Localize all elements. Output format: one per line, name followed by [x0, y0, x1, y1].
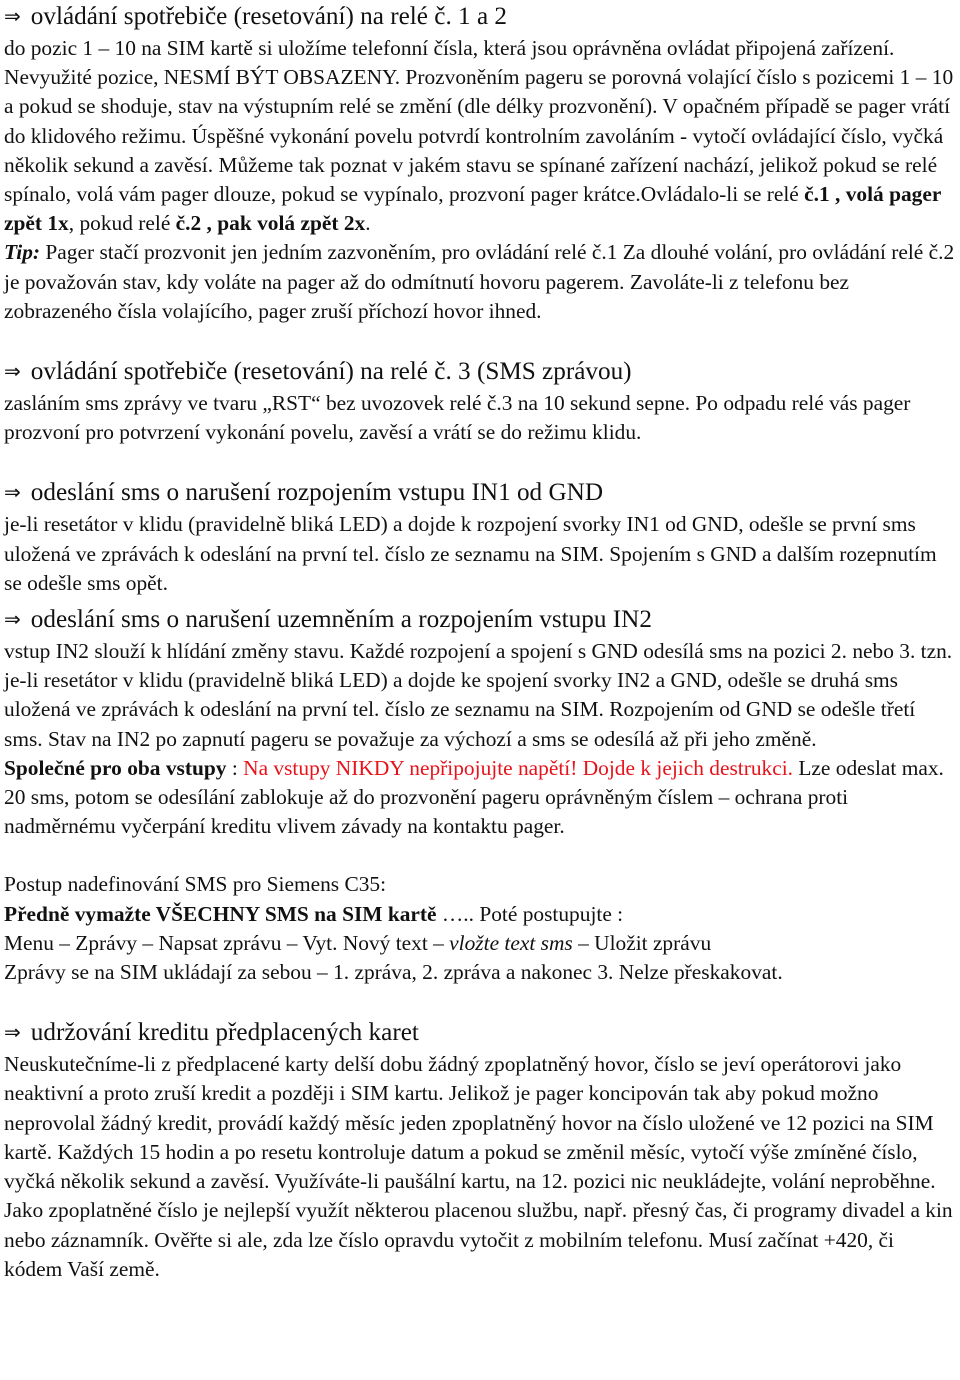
bold-run: Předně vymažte VŠECHNY SMS na SIM kartě: [4, 901, 437, 926]
paragraph-tip: [4, 238, 956, 326]
paragraph-in1: je-li resetátor v klidu (pravidelně bliká LED) a dojde k rozpojení svorky IN1 od GND, odešle se první sms uložená ve zprávách k odeslání na první tel. číslo ze seznamu na SIM. Spojením s GND a dalším rozepnutím se odešle sms opět.: [4, 512, 937, 595]
arrow-icon: ⇒: [4, 1020, 21, 1045]
section-heading-credit: [4, 1016, 956, 1050]
heading-text: udržování kreditu předplacených karet: [30, 1019, 419, 1047]
paragraph-in2: vstup IN2 slouží k hlídání změny stavu. Každé rozpojení a spojení s GND odesílá sms na pozici 2. nebo 3. tzn. je-li resetátor v klidu (pravidelně bliká LED) a dojde ke spojení svorky IN2 a GND, odešle se druhá sms uložená ve zprávách k odeslání na první tel. číslo ze seznamu na SIM. Rozpojením od GND se odešle třetí sms. Stav na IN2 po zapnutí pageru se považuje za výchozí a sms se odesílá až při jeho změně.: [4, 639, 953, 751]
text-run: do pozic 1 – 10 na SIM kartě si uložíme telefonní čísla, která jsou oprávněna ovládat připojená zařízení. Nevyužité pozice, NESMÍ BÝT OBSAZENY. Prozvoněním pageru se porovná volající číslo s pozicemi 1 – 10 a pokud se shoduje, stav na výstupním relé se změní (dle délky prozvonění). V opačném případě se pager vrátí do klidového režimu. Úspěšné vykonání povelu potvrdí kontrolním zavoláním - vytočí ovládající číslo, vyčká několik sekund a zavěsí. Můžeme tak poznat v jakém stavu se spínané zařízení nachází, jelikož pokud se relé spínalo, volá vám pager dlouze, pokud se vypínalo, prozvoní pager krátce.Ovládalo-li se relé: [4, 36, 954, 207]
bold-run: č.2 , pak volá zpět 2x: [175, 211, 366, 236]
text-run: Menu – Zprávy – Napsat zprávu – Vyt. Nový text –: [4, 930, 450, 955]
common-label: Společné pro oba vstupy: [4, 755, 227, 780]
arrow-icon: ⇒: [4, 4, 21, 28]
section-heading-in1: [4, 476, 956, 510]
heading-text: ovládání spotřebiče (resetování) na relé č. 3 (SMS zprávou): [30, 358, 632, 386]
section-heading-in2: [4, 603, 956, 637]
section-heading-relay-3: [4, 355, 956, 389]
sms-setup-order: Zprávy se na SIM ukládají za sebou – 1. zpráva, 2. zpráva a nakonec 3. Nelze přeskakovat.: [4, 960, 783, 985]
bold-run: č.1 , volá pager zpět 1x: [4, 182, 941, 236]
arrow-icon: ⇒: [4, 607, 21, 632]
italic-run: vložte text sms: [449, 930, 573, 955]
text-run: :: [226, 755, 244, 780]
sms-setup-menu-path: [4, 929, 956, 958]
warning-text: Na vstupy NIKDY nepřipojujte napětí! Dojde k jejich destrukci.: [243, 755, 794, 780]
text-run: – Uložit zprávu: [572, 930, 712, 955]
heading-text: odeslání sms o narušení rozpojením vstupu IN1 od GND: [30, 479, 604, 507]
paragraph-common: [4, 754, 956, 842]
paragraph-credit: Neuskutečníme-li z předplacené karty delší dobu žádný zpoplatněný hovor, číslo se jeví operátorovi jako neaktivní a proto zruší kredit a později i SIM kartu. Jelikož je pager koncipován tak aby pokud možno neprovolal žádný kredit, provádí každý měsíc jeden zpoplatněný hovor na číslo uložené ve 12 pozici na SIM kartě. Každých 15 hodin a po resetu kontroluje datum a pokud se změnil měsíc, vytočí výše zmíněné číslo, vyčká několik sekund a zavěsí. Využíváte-li paušální kartu, na 12. pozici nic neukládejte, volání neproběhne. Jako zpoplatněné číslo je nejlepší využít některou placenou službu, např. přesný čas, či programy divadel a kin nebo záznamník. Ověřte si ale, zda lze číslo opravdu vytočit z mobilním telefonu. Musí začínat +420, či kódem Vaší země.: [4, 1052, 953, 1281]
heading-text: ovládání spotřebiče (resetování) na relé č. 1 a 2: [30, 3, 508, 30]
text-run: , pokud relé: [68, 211, 176, 236]
heading-text: odeslání sms o narušení uzemněním a rozpojením vstupu IN2: [30, 606, 652, 634]
sms-setup-instruction: [4, 900, 956, 929]
tip-label: Tip:: [4, 240, 41, 265]
arrow-icon: ⇒: [4, 359, 21, 384]
paragraph-relay-1-2: [4, 34, 956, 238]
text-run: ….. Poté postupujte :: [436, 901, 624, 926]
text-run: .: [365, 211, 371, 236]
text-run: Lze odeslat max. 20 sms, potom se odesílání zablokuje až do prozvonění pageru oprávněným číslem – ochrana proti nadměrnému vyčerpání kreditu vlivem závady na kontaktu pager.: [4, 755, 944, 839]
arrow-icon: ⇒: [4, 480, 21, 505]
paragraph-relay-3: zasláním sms zprávy ve tvaru „RST“ bez uvozovek relé č.3 na 10 sekund sepne. Po odpadu relé vás pager prozvoní pro potvrzení vykonání povelu, zavěsí a vrátí se do režimu klidu.: [4, 391, 911, 445]
sms-setup-intro: Postup nadefinování SMS pro Siemens C35:: [4, 872, 387, 897]
section-heading-relay-1-2: [4, 0, 956, 34]
tip-text: Pager stačí prozvonit jen jedním zazvoněním, pro ovládání relé č.1 Za dlouhé volání, pro ovládání relé č.2 je považován stav, kdy voláte na pager až do odmítnutí hovoru pagerem. Zavoláte-li z telefonu bez zobrazeného čísla volajícího, pager zruší příchozí hovor ihned.: [4, 240, 955, 323]
